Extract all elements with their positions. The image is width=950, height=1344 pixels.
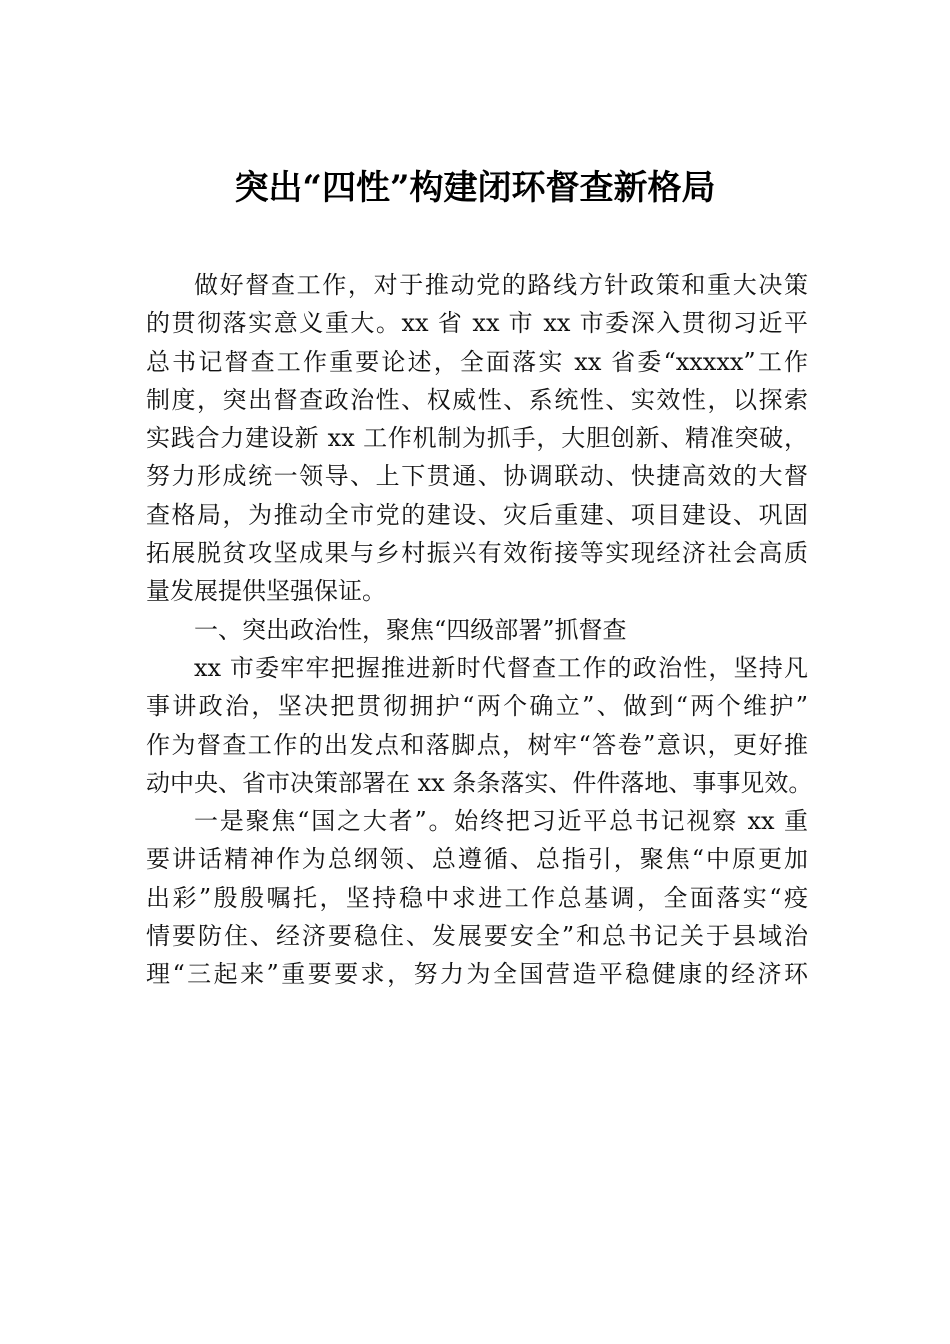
- text-line: 拓展脱贫攻坚成果与乡村振兴有效衔接等实现经济社会高质: [146, 539, 808, 568]
- text-line: xx 市委牢牢把握推进新时代督查工作的政治性，坚持凡: [194, 653, 808, 682]
- text-line: 做好督查工作，对于推动党的路线方针政策和重大决策: [194, 271, 808, 299]
- text-line: 作为督查工作的出发点和落脚点，树牢“答卷”意识，更好推: [146, 730, 808, 759]
- text-line: 总书记督查工作重要论述，全面落实 xx 省委“xxxxx”工作: [146, 347, 808, 376]
- document-title: 突出“四性”构建闭环督查新格局: [234, 168, 716, 208]
- document-body: [146, 266, 813, 994]
- text-line: 制度，突出督查政治性、权威性、系统性、实效性，以探索: [146, 385, 808, 414]
- text-line: 一是聚焦“国之大者”。始终把习近平总书记视察 xx 重: [194, 807, 808, 836]
- text-line: 事讲政治，坚决把贯彻拥护“两个确立”、做到“两个维护”: [146, 692, 808, 721]
- text-line: 动中央、省市决策部署在 xx 条条落实、件件落地、事事见效。: [146, 768, 813, 797]
- text-line: 出彩”殷殷嘱托，坚持稳中求进工作总基调，全面落实“疫: [146, 883, 808, 912]
- text-line: 查格局，为推动全市党的建设、灾后重建、项目建设、巩固: [146, 500, 808, 529]
- text-line: 情要防住、经济要稳住、发展要安全”和总书记关于县域治: [146, 922, 808, 951]
- text-line: 量发展提供坚强保证。: [146, 577, 386, 606]
- text-line: 要讲话精神作为总纲领、总遵循、总指引，聚焦“中原更加: [146, 845, 808, 874]
- text-line: 的贯彻落实意义重大。xx 省 xx 市 xx 市委深入贯彻习近平: [146, 309, 808, 338]
- text-line: 努力形成统一领导、上下贯通、协调联动、快捷高效的大督: [146, 462, 808, 491]
- section-heading: 一、突出政治性，聚焦“四级部署”抓督查: [194, 615, 627, 644]
- text-line: 理“三起来”重要要求，努力为全国营造平稳健康的经济环: [146, 960, 808, 989]
- text-line: 实践合力建设新 xx 工作机制为抓手，大胆创新、精准突破，: [146, 424, 808, 453]
